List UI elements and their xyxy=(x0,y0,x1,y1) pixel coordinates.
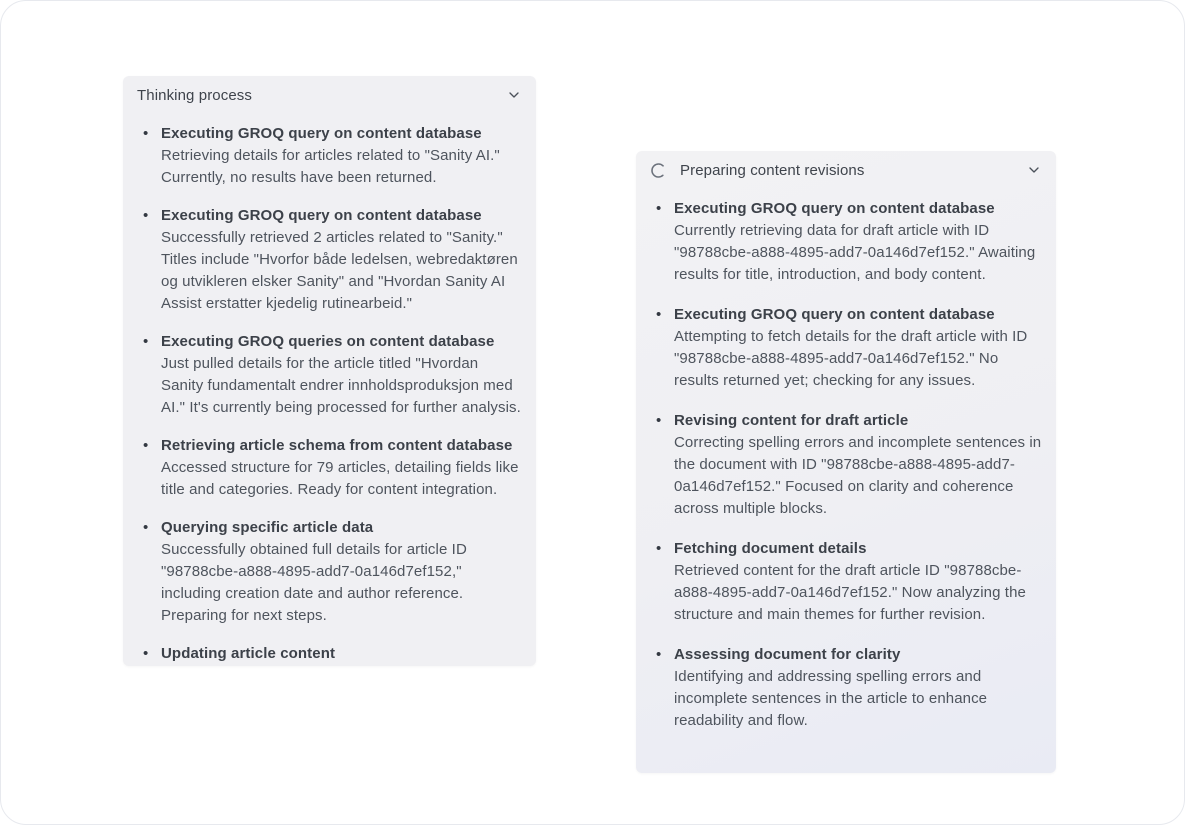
step-heading: Executing GROQ queries on content database xyxy=(161,333,495,350)
thinking-step xyxy=(137,643,522,665)
thinking-step xyxy=(137,205,522,315)
bullet-icon: • xyxy=(143,333,149,350)
step-body: Just pulled details for the article titled "Hvordan Sanity fundamentalt endrer innholdsproduksjon med AI." It's currently being processed for further analysis. xyxy=(161,355,521,416)
step-text xyxy=(161,331,522,419)
bullet-icon: • xyxy=(656,412,662,429)
revision-step xyxy=(650,410,1042,520)
bullet-icon: • xyxy=(143,645,149,662)
step-text xyxy=(161,205,522,315)
bullet-icon: • xyxy=(656,646,662,663)
revision-step xyxy=(650,304,1042,392)
step-heading: Fetching document details xyxy=(674,540,867,557)
revision-step xyxy=(650,644,1042,732)
revision-step xyxy=(650,538,1042,626)
thinking-process-header[interactable] xyxy=(137,83,522,107)
content-revisions-title: Preparing content revisions xyxy=(680,161,865,179)
revision-step xyxy=(650,198,1042,286)
step-heading: Revising content for draft article xyxy=(674,412,909,429)
step-heading: Executing GROQ query on content database xyxy=(161,125,482,142)
step-text xyxy=(674,644,1042,732)
chevron-down-icon[interactable] xyxy=(506,87,522,103)
thinking-steps-list xyxy=(137,123,522,665)
step-heading: Retrieving article schema from content database xyxy=(161,437,513,454)
step-text xyxy=(161,123,522,189)
step-body: Retrieved content for the draft article ID "98788cbe-a888-4895-add7-0a146d7ef152." Now analyzing the structure and main themes for further revision. xyxy=(674,562,1026,623)
bullet-icon: • xyxy=(143,125,149,142)
step-text xyxy=(161,517,522,627)
bullet-icon: • xyxy=(656,306,662,323)
step-body: Successfully obtained full details for article ID "98788cbe-a888-4895-add7-0a146d7ef152," including creation date and author reference. Preparing for next steps. xyxy=(161,541,467,624)
step-text xyxy=(674,410,1042,520)
step-text xyxy=(161,435,522,501)
bullet-icon: • xyxy=(656,200,662,217)
thinking-process-title: Thinking process xyxy=(137,86,252,104)
step-heading: Executing GROQ query on content database xyxy=(161,207,482,224)
thinking-step xyxy=(137,123,522,189)
step-body: Successfully retrieved 2 articles related to "Sanity." Titles include "Hvorfor både ledelsen, webredaktøren og utvikleren elsker Sanity" and "Hvordan Sanity AI Assist erstatter kjedelig rutinearbeid." xyxy=(161,229,518,312)
bullet-icon: • xyxy=(143,519,149,536)
step-heading: Assessing document for clarity xyxy=(674,646,901,663)
thinking-step xyxy=(137,435,522,501)
step-heading: Updating article content xyxy=(161,645,336,662)
content-revisions-header[interactable] xyxy=(650,158,1042,182)
bullet-icon: • xyxy=(143,207,149,224)
step-text xyxy=(674,538,1042,626)
loading-spinner-icon xyxy=(650,162,667,179)
revision-steps-list xyxy=(650,198,1042,732)
step-heading: Executing GROQ query on content database xyxy=(674,200,995,217)
content-revisions-panel xyxy=(636,151,1056,773)
bullet-icon: • xyxy=(143,437,149,454)
thinking-process-panel xyxy=(123,76,536,666)
step-body: Accessed structure for 79 articles, detailing fields like title and categories. Ready for content integration. xyxy=(161,459,519,498)
bullet-icon: • xyxy=(656,540,662,557)
step-body: Retrieving details for articles related to "Sanity AI." Currently, no results have been returned. xyxy=(161,147,500,186)
chevron-down-icon[interactable] xyxy=(1026,162,1042,178)
step-text xyxy=(674,198,1042,286)
step-text xyxy=(161,643,522,665)
step-text xyxy=(674,304,1042,392)
thinking-step xyxy=(137,517,522,627)
step-body: Identifying and addressing spelling errors and incomplete sentences in the article to enhance readability and flow. xyxy=(674,668,988,729)
thinking-step xyxy=(137,331,522,419)
step-heading: Executing GROQ query on content database xyxy=(674,306,995,323)
step-heading: Querying specific article data xyxy=(161,519,374,536)
step-body: Currently retrieving data for draft article with ID "98788cbe-a888-4895-add7-0a146d7ef152." Awaiting results for title, introduction, and body content. xyxy=(674,222,1036,283)
step-body: Correcting spelling errors and incomplete sentences in the document with ID "98788cbe-a888-4895-add7-0a146d7ef152." Focused on clarity and coherence across multiple blocks. xyxy=(674,434,1042,517)
step-body: Attempting to fetch details for the draft article with ID "98788cbe-a888-4895-add7-0a146d7ef152." No results returned yet; checking for any issues. xyxy=(674,328,1028,389)
